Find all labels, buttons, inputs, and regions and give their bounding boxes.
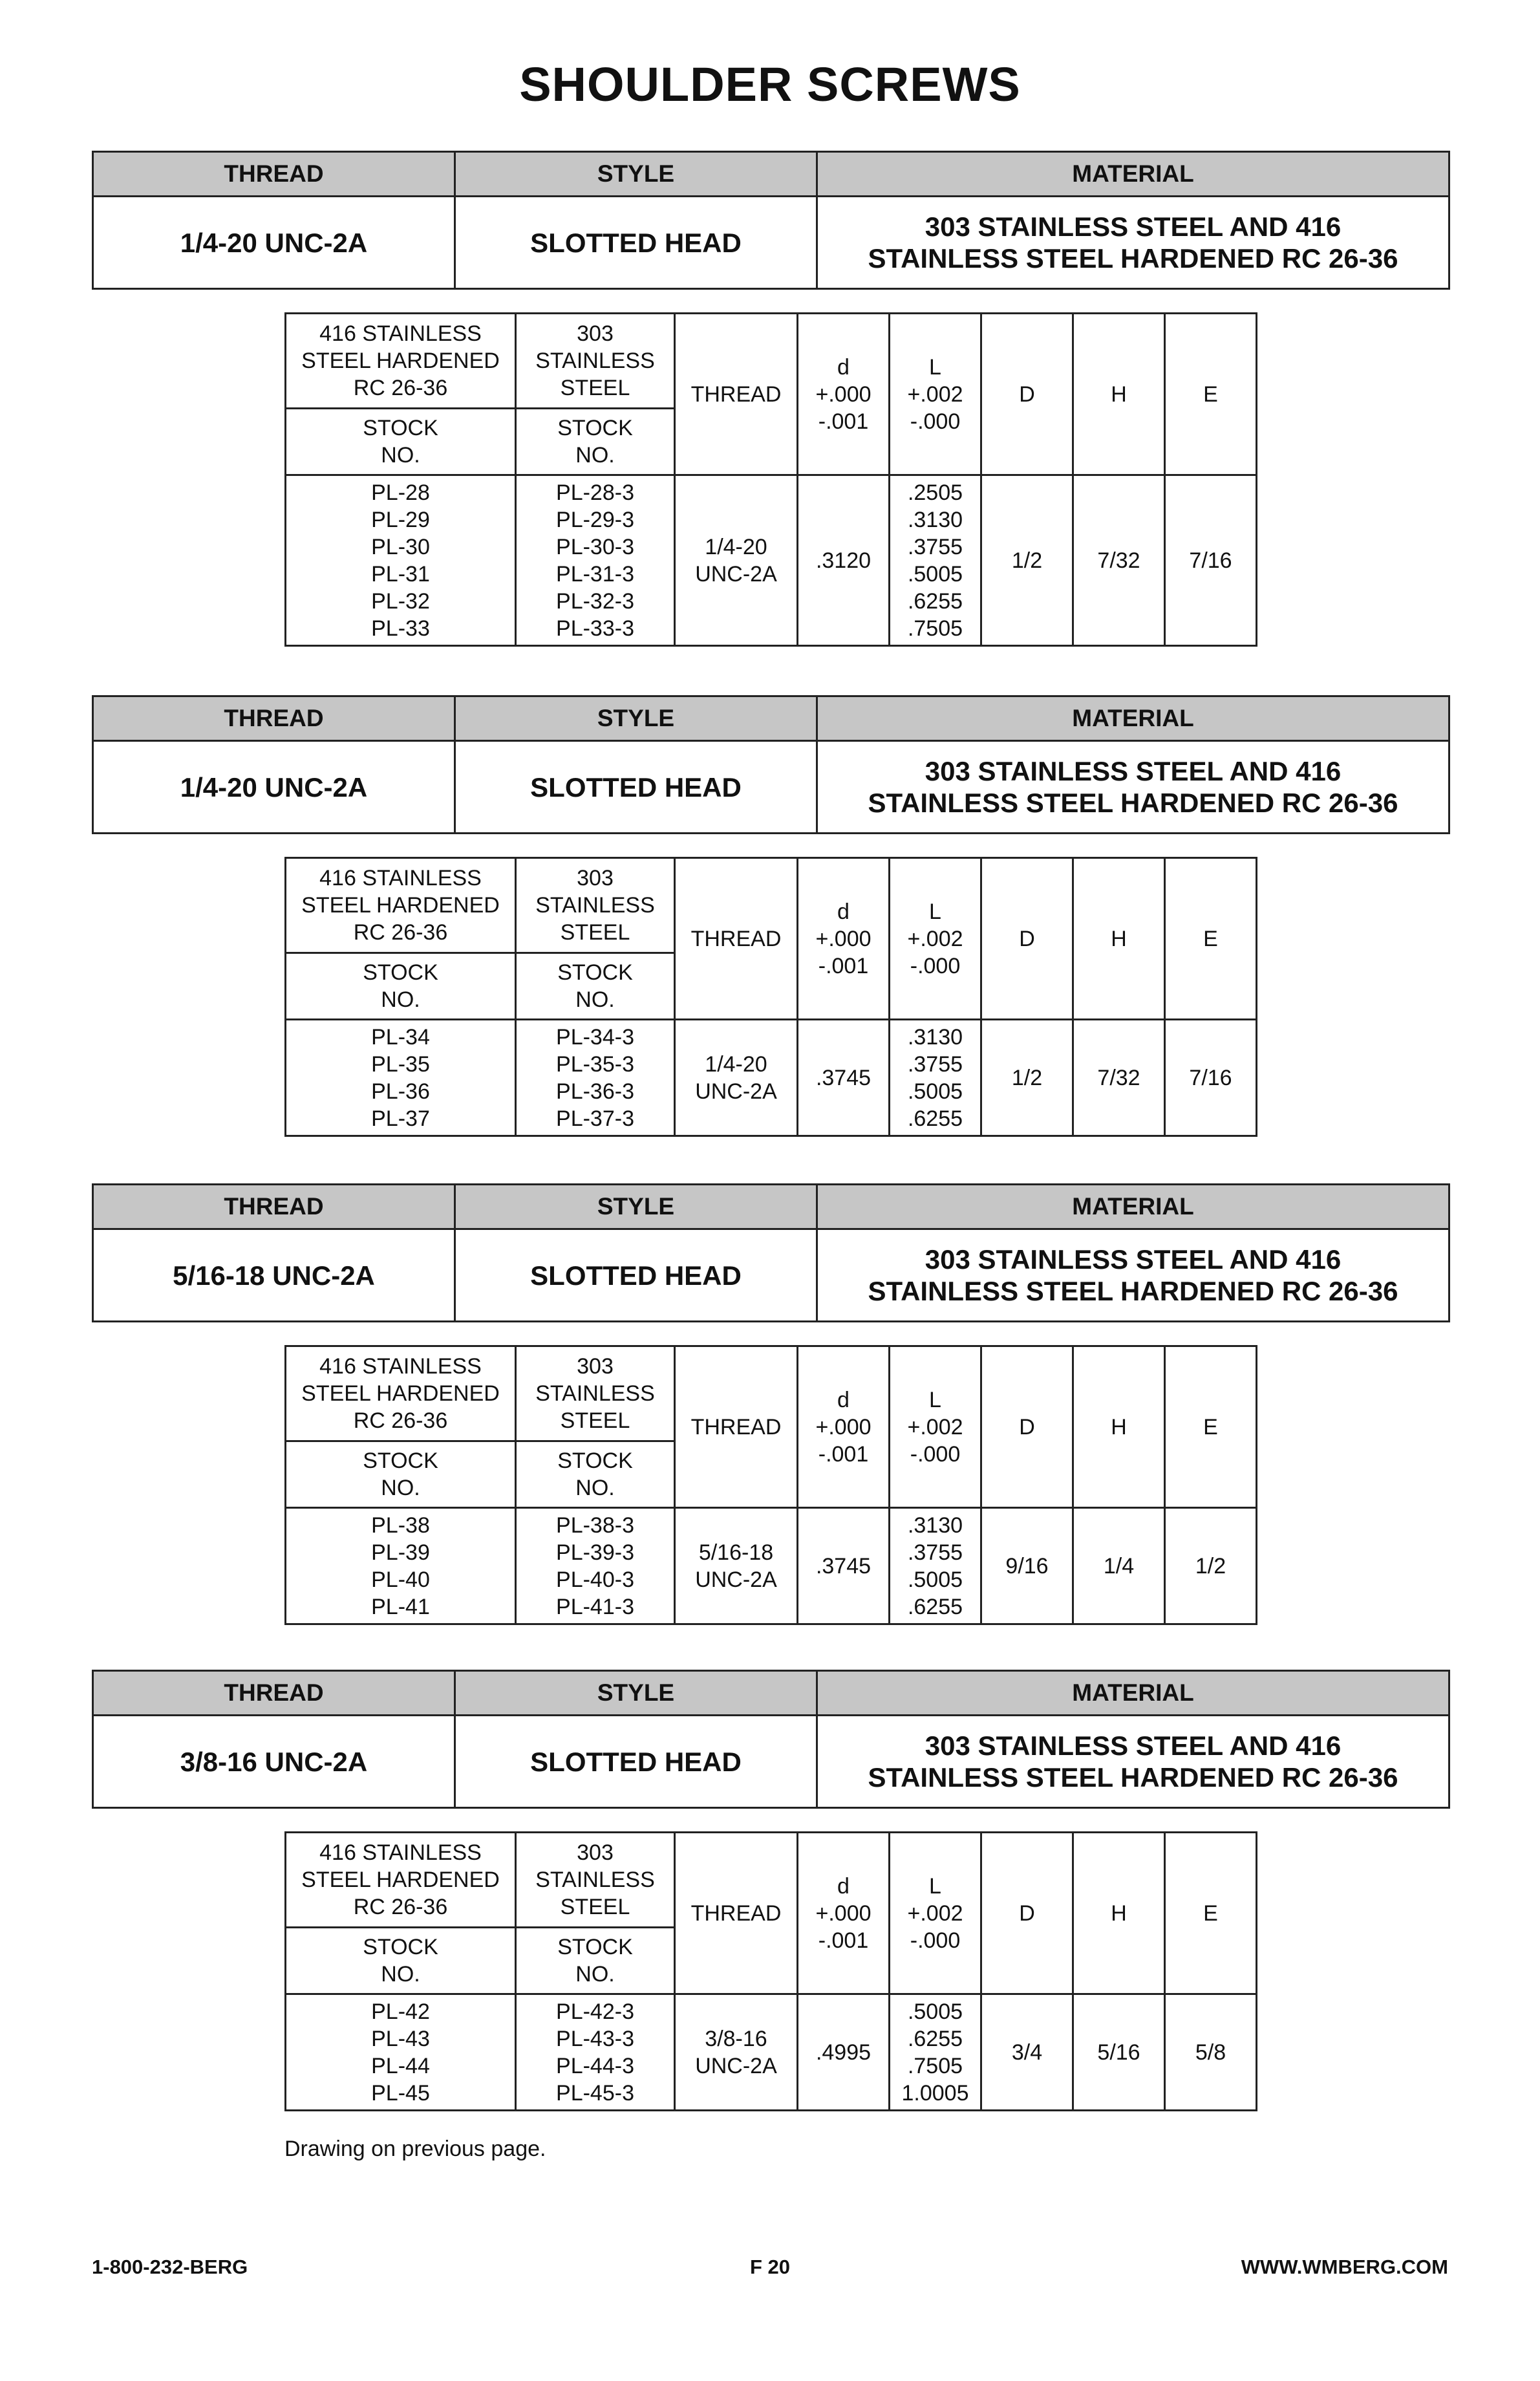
material-line: 303 STAINLESS STEEL AND 416 [925, 1244, 1342, 1275]
header-line: L [929, 354, 941, 380]
header-E: E [1165, 858, 1257, 1020]
header-line: L [929, 1873, 941, 1899]
material-line: STAINLESS STEEL HARDENED RC 26-36 [868, 1276, 1398, 1306]
header-line: d [837, 354, 850, 380]
stock-number: PL-37 [371, 1106, 430, 1131]
stock-number: PL-33 [371, 616, 430, 641]
material-header: MATERIAL [817, 1671, 1449, 1716]
header-line: 303 [577, 1354, 614, 1379]
header-stock-no-416 [286, 1441, 516, 1508]
material-line: STAINLESS STEEL HARDENED RC 26-36 [868, 1762, 1398, 1793]
spec-table [92, 151, 1450, 290]
dimension-table [284, 857, 1257, 1137]
header-line: STEEL HARDENED [301, 349, 500, 373]
header-H: H [1073, 858, 1165, 1020]
header-416-stainless [286, 1833, 516, 1928]
thread-line: 1/4-20 [705, 534, 767, 559]
header-303-stainless [516, 1833, 675, 1928]
l-value: .5005 [907, 1999, 963, 2024]
l-values [890, 1020, 981, 1136]
stock-number: PL-36 [371, 1079, 430, 1104]
header-line: 416 STAINLESS [319, 1354, 482, 1379]
header-thread: THREAD [675, 314, 798, 475]
header-stock-no-303 [516, 409, 675, 475]
header-line: STEEL HARDENED [301, 1868, 500, 1892]
E-value: 7/16 [1165, 475, 1257, 646]
thread-value: 5/16-18 UNC-2A [93, 1229, 455, 1322]
style-header: STYLE [455, 1671, 817, 1716]
header-line: STAINLESS [535, 349, 655, 373]
l-values [890, 475, 981, 646]
stock-416-list [286, 1020, 516, 1136]
header-line: STOCK [557, 1935, 633, 1959]
stock-416-list [286, 1508, 516, 1624]
d-value: .3120 [798, 475, 890, 646]
stock-number: PL-36-3 [556, 1079, 634, 1104]
header-line: +.002 [907, 382, 963, 407]
header-l-tolerance [890, 1833, 981, 1994]
header-line: RC 26-36 [353, 1895, 448, 1919]
header-thread: THREAD [675, 1346, 798, 1508]
header-line: 416 STAINLESS [319, 321, 482, 346]
thread-line: 1/4-20 [705, 1051, 767, 1077]
header-D: D [981, 1346, 1073, 1508]
stock-416-list [286, 475, 516, 646]
header-E: E [1165, 1833, 1257, 1994]
header-line: L [929, 899, 941, 924]
header-303-stainless [516, 1346, 675, 1441]
header-line: STEEL [560, 920, 630, 945]
stock-number: PL-44 [371, 2053, 430, 2078]
page-title: SHOULDER SCREWS [519, 58, 1021, 111]
header-d-tolerance [798, 1833, 890, 1994]
material-line: 303 STAINLESS STEEL AND 416 [925, 211, 1342, 242]
stock-number: PL-35-3 [556, 1051, 634, 1077]
stock-number: PL-30-3 [556, 534, 634, 559]
header-line: NO. [381, 443, 420, 468]
stock-number: PL-31 [371, 561, 430, 587]
header-l-tolerance [890, 314, 981, 475]
header-line: STOCK [557, 960, 633, 985]
style-value: SLOTTED HEAD [455, 741, 817, 834]
header-stock-no-416 [286, 953, 516, 1020]
header-line: +.002 [907, 1414, 963, 1439]
dimension-table [284, 1831, 1257, 2111]
l-values [890, 1994, 981, 2111]
stock-number: PL-34 [371, 1024, 430, 1050]
stock-number: PL-37-3 [556, 1106, 634, 1131]
header-d-tolerance [798, 858, 890, 1020]
header-416-stainless [286, 858, 516, 953]
material-line: 303 STAINLESS STEEL AND 416 [925, 1730, 1342, 1761]
stock-303-list [516, 475, 675, 646]
d-value: .3745 [798, 1508, 890, 1624]
d-value: .4995 [798, 1994, 890, 2111]
style-value: SLOTTED HEAD [455, 1716, 817, 1808]
header-E: E [1165, 1346, 1257, 1508]
header-d-tolerance [798, 314, 890, 475]
header-stock-no-303 [516, 953, 675, 1020]
header-line: NO. [381, 987, 420, 1012]
l-value: .2505 [907, 480, 963, 505]
header-line: STOCK [557, 1449, 633, 1473]
footer-page-number: F 20 [749, 2256, 791, 2278]
thread-line: UNC-2A [695, 1079, 777, 1104]
material-line: 303 STAINLESS STEEL AND 416 [925, 756, 1342, 786]
header-H: H [1073, 1833, 1165, 1994]
header-line: STAINLESS [535, 1381, 655, 1406]
stock-416-list [286, 1994, 516, 2111]
style-header: STYLE [455, 1185, 817, 1229]
stock-number: PL-42-3 [556, 1999, 634, 2024]
header-line: -.000 [910, 1928, 961, 1953]
thread-header: THREAD [93, 1185, 455, 1229]
header-line: STOCK [363, 1449, 438, 1473]
material-value [817, 1229, 1449, 1322]
thread-header: THREAD [93, 696, 455, 741]
header-line: STAINLESS [535, 1868, 655, 1892]
stock-number: PL-40 [371, 1567, 430, 1592]
material-value [817, 741, 1449, 834]
header-line: -.000 [910, 953, 961, 978]
spec-table [92, 695, 1450, 834]
thread-line: 3/8-16 [705, 2026, 767, 2051]
header-stock-no-303 [516, 1928, 675, 1994]
header-line: d [837, 1873, 850, 1899]
style-header: STYLE [455, 696, 817, 741]
thread-size [675, 1994, 798, 2111]
stock-number: PL-41-3 [556, 1594, 634, 1619]
stock-number: PL-41 [371, 1594, 430, 1619]
dimension-table [284, 1345, 1257, 1625]
stock-number: PL-35 [371, 1051, 430, 1077]
header-l-tolerance [890, 858, 981, 1020]
stock-number: PL-45 [371, 2080, 430, 2106]
header-thread: THREAD [675, 1833, 798, 1994]
l-value: .5005 [907, 1567, 963, 1592]
header-line: STAINLESS [535, 893, 655, 918]
header-l-tolerance [890, 1346, 981, 1508]
l-value: .6255 [907, 1106, 963, 1131]
l-value: .3130 [907, 507, 963, 532]
material-value [817, 197, 1449, 289]
header-line: NO. [381, 1962, 420, 1987]
stock-number: PL-38-3 [556, 1513, 634, 1538]
stock-number: PL-34-3 [556, 1024, 634, 1050]
header-stock-no-416 [286, 1928, 516, 1994]
header-line: -.000 [910, 1441, 961, 1467]
header-line: NO. [381, 1476, 420, 1500]
l-value: .3130 [907, 1513, 963, 1538]
l-value: .3130 [907, 1024, 963, 1050]
header-line: 416 STAINLESS [319, 866, 482, 890]
stock-number: PL-31-3 [556, 561, 634, 587]
stock-number: PL-39-3 [556, 1540, 634, 1565]
l-value: .3755 [907, 1051, 963, 1077]
header-E: E [1165, 314, 1257, 475]
dimension-table [284, 312, 1257, 647]
style-header: STYLE [455, 152, 817, 197]
stock-number: PL-38 [371, 1513, 430, 1538]
header-line: NO. [575, 443, 615, 468]
H-value: 7/32 [1073, 475, 1165, 646]
stock-303-list [516, 1508, 675, 1624]
header-line: +.002 [907, 926, 963, 951]
D-value: 1/2 [981, 475, 1073, 646]
header-stock-no-416 [286, 409, 516, 475]
header-line: STEEL [560, 1895, 630, 1919]
header-line: STOCK [557, 416, 633, 440]
spec-table [92, 1670, 1450, 1809]
H-value: 5/16 [1073, 1994, 1165, 2111]
l-value: 1.0005 [901, 2080, 969, 2106]
l-value: .3755 [907, 534, 963, 559]
header-line: RC 26-36 [353, 1408, 448, 1433]
header-line: STOCK [363, 960, 438, 985]
l-value: .6255 [907, 588, 963, 614]
material-line: STAINLESS STEEL HARDENED RC 26-36 [868, 243, 1398, 274]
thread-header: THREAD [93, 1671, 455, 1716]
header-line: d [837, 1387, 850, 1412]
stock-number: PL-43 [371, 2026, 430, 2051]
header-thread: THREAD [675, 858, 798, 1020]
header-line: STOCK [363, 1935, 438, 1959]
drawing-note: Drawing on previous page. [284, 2137, 546, 2161]
stock-303-list [516, 1020, 675, 1136]
header-line: -.001 [818, 1441, 869, 1467]
header-D: D [981, 314, 1073, 475]
thread-size [675, 1508, 798, 1624]
style-value: SLOTTED HEAD [455, 197, 817, 289]
header-416-stainless [286, 314, 516, 409]
header-line: -.001 [818, 953, 869, 978]
l-value: .6255 [907, 1594, 963, 1619]
material-header: MATERIAL [817, 696, 1449, 741]
thread-value: 1/4-20 UNC-2A [93, 197, 455, 289]
thread-line: UNC-2A [695, 2053, 777, 2078]
header-line: NO. [575, 1962, 615, 1987]
stock-number: PL-30 [371, 534, 430, 559]
spec-table [92, 1183, 1450, 1322]
stock-number: PL-32-3 [556, 588, 634, 614]
header-line: RC 26-36 [353, 376, 448, 400]
d-value: .3745 [798, 1020, 890, 1136]
D-value: 3/4 [981, 1994, 1073, 2111]
stock-number: PL-29 [371, 507, 430, 532]
E-value: 7/16 [1165, 1020, 1257, 1136]
thread-line: UNC-2A [695, 1567, 777, 1592]
header-D: D [981, 858, 1073, 1020]
header-line: +.000 [815, 1414, 872, 1439]
material-header: MATERIAL [817, 152, 1449, 197]
header-line: NO. [575, 987, 615, 1012]
header-line: 303 [577, 866, 614, 890]
header-line: RC 26-36 [353, 920, 448, 945]
stock-number: PL-45-3 [556, 2080, 634, 2106]
D-value: 9/16 [981, 1508, 1073, 1624]
footer-phone: 1-800-232-BERG [92, 2256, 248, 2278]
header-line: +.000 [815, 1901, 872, 1926]
header-line: 416 STAINLESS [319, 1840, 482, 1865]
stock-number: PL-44-3 [556, 2053, 634, 2078]
header-line: -.001 [818, 409, 869, 434]
header-line: 303 [577, 321, 614, 346]
D-value: 1/2 [981, 1020, 1073, 1136]
style-value: SLOTTED HEAD [455, 1229, 817, 1322]
H-value: 1/4 [1073, 1508, 1165, 1624]
header-line: STEEL HARDENED [301, 893, 500, 918]
H-value: 7/32 [1073, 1020, 1165, 1136]
stock-number: PL-33-3 [556, 616, 634, 641]
material-line: STAINLESS STEEL HARDENED RC 26-36 [868, 788, 1398, 818]
l-values [890, 1508, 981, 1624]
thread-line: 5/16-18 [698, 1540, 774, 1565]
header-303-stainless [516, 858, 675, 953]
l-value: .7505 [907, 2053, 963, 2078]
header-416-stainless [286, 1346, 516, 1441]
stock-303-list [516, 1994, 675, 2111]
stock-number: PL-39 [371, 1540, 430, 1565]
header-line: +.000 [815, 382, 872, 407]
header-line: -.001 [818, 1928, 869, 1953]
header-line: +.002 [907, 1901, 963, 1926]
thread-size [675, 475, 798, 646]
header-d-tolerance [798, 1346, 890, 1508]
header-line: NO. [575, 1476, 615, 1500]
header-line: STEEL HARDENED [301, 1381, 500, 1406]
header-line: STEEL [560, 1408, 630, 1433]
l-value: .3755 [907, 1540, 963, 1565]
E-value: 1/2 [1165, 1508, 1257, 1624]
header-line: -.000 [910, 409, 961, 434]
header-line: STEEL [560, 376, 630, 400]
l-value: .5005 [907, 561, 963, 587]
header-line: STOCK [363, 416, 438, 440]
header-303-stainless [516, 314, 675, 409]
footer-website: WWW.WMBERG.COM [1241, 2256, 1448, 2278]
l-value: .6255 [907, 2026, 963, 2051]
stock-number: PL-40-3 [556, 1567, 634, 1592]
thread-header: THREAD [93, 152, 455, 197]
stock-number: PL-29-3 [556, 507, 634, 532]
header-H: H [1073, 1346, 1165, 1508]
stock-number: PL-28 [371, 480, 430, 505]
header-H: H [1073, 314, 1165, 475]
E-value: 5/8 [1165, 1994, 1257, 2111]
header-D: D [981, 1833, 1073, 1994]
material-header: MATERIAL [817, 1185, 1449, 1229]
material-value [817, 1716, 1449, 1808]
stock-number: PL-32 [371, 588, 430, 614]
thread-value: 3/8-16 UNC-2A [93, 1716, 455, 1808]
stock-number: PL-28-3 [556, 480, 634, 505]
header-stock-no-303 [516, 1441, 675, 1508]
thread-line: UNC-2A [695, 561, 777, 587]
thread-size [675, 1020, 798, 1136]
l-value: .7505 [907, 616, 963, 641]
l-value: .5005 [907, 1079, 963, 1104]
header-line: L [929, 1387, 941, 1412]
header-line: d [837, 899, 850, 924]
header-line: +.000 [815, 926, 872, 951]
stock-number: PL-43-3 [556, 2026, 634, 2051]
stock-number: PL-42 [371, 1999, 430, 2024]
thread-value: 1/4-20 UNC-2A [93, 741, 455, 834]
header-line: 303 [577, 1840, 614, 1865]
